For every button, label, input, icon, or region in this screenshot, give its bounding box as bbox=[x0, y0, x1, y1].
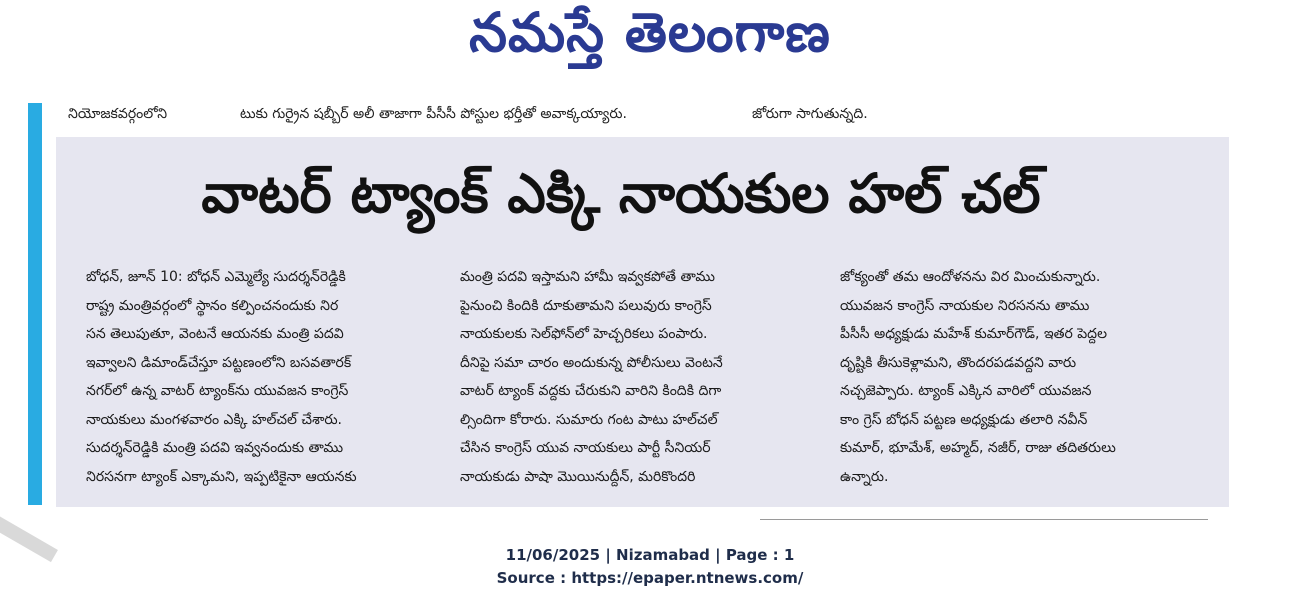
article-column-3 bbox=[840, 263, 1195, 491]
article-line: నిరసనగా ట్యాంక్ ఎక్కామని, ఇప్పటికైనా ఆయనకు bbox=[86, 468, 357, 485]
strip-text-middle: టుకు గుర్రైన షబ్బీర్ అలీ తాజాగా పీసీసీ పోస్టుల భర్తీతో అవాక్కయ్యారు. bbox=[240, 106, 627, 122]
article-line: వాటర్ ట్యాంక్ వద్దకు చేరుకుని వారిని కిందికి దిగా bbox=[460, 383, 722, 399]
article-line: రాష్ట్ర మంత్రివర్గంలో స్థానం కల్పించనందుకు నిర bbox=[86, 297, 339, 314]
article-line: దృష్టికి తీసుకెళ్లామని, తొందరపడవద్దని వారు bbox=[840, 354, 1077, 371]
accent-bar bbox=[28, 103, 42, 505]
article-line: బోధన్, జూన్ 10: బోధన్ ఎమ్మెల్యే సుదర్శన్‌రెడ్డికి bbox=[86, 269, 346, 285]
previous-article-strip bbox=[68, 103, 1208, 125]
footer-edition-info: 11/06/2025 | Nizamabad | Page : 1 bbox=[505, 546, 795, 564]
article-line: ఇవ్వాలని డిమాండ్‌చేస్తూ పట్టణంలోని బసవతారక్ bbox=[86, 354, 352, 371]
article-line: నాయకులకు సెల్‌ఫోన్‌లో హెచ్చరికలు పంపారు. bbox=[460, 326, 708, 342]
article-line: ల్సిందిగా కోరారు. సుమారు గంట పాటు హల్‌చల్ bbox=[460, 411, 718, 428]
article-line: కాం గ్రెస్ బోధన్ పట్టణ అధ్యక్షుడు తలారి నవీన్ bbox=[840, 411, 1088, 428]
article-line: జోక్యంతో తమ ఆందోళనను విర మించుకున్నారు. bbox=[840, 269, 1101, 285]
article-line: యువజన కాంగ్రెస్ నాయకుల నిరసనను తాము bbox=[840, 297, 1090, 314]
article-line: నాయకులు మంగళవారం ఎక్కి హల్‌చల్ చేశారు. bbox=[86, 411, 343, 428]
page-footer bbox=[0, 544, 1300, 590]
article-column-2 bbox=[460, 263, 815, 491]
strip-text-left: నియోజకవర్గంలోని bbox=[68, 106, 168, 122]
article-line: పైనుంచి కిందికి దూకుతామని పలువురు కాంగ్రెస్ bbox=[460, 297, 712, 314]
article-line: నాయకుడు పాషా మొయినుద్దీన్, మరికొందరి bbox=[460, 468, 696, 485]
divider bbox=[760, 519, 1208, 520]
article-line: సన తెలుపుతూ, వెంటనే ఆయనకు మంత్రి పదవి bbox=[86, 326, 344, 342]
article-line: నచ్చజెప్పారు. ట్యాంక్ ఎక్కిన వారిలో యువజన bbox=[840, 383, 1092, 399]
strip-text-right: జోరుగా సాగుతున్నది. bbox=[752, 106, 868, 122]
footer-source-link[interactable]: Source : https://epaper.ntnews.com/ bbox=[496, 569, 804, 587]
article-line: సుదర్శన్‌రెడ్డికి మంత్రి పదవి ఇవ్వనందుకు తాము bbox=[86, 440, 344, 456]
article-line: ఉన్నారు. bbox=[840, 468, 889, 485]
article-line: దీనిపై సమా చారం అందుకున్న పోలీసులు వెంటనే bbox=[460, 354, 723, 371]
article-line: చేసిన కాంగ్రెస్ యువ నాయకులు పార్టీ సీనియర్ bbox=[460, 440, 711, 456]
article-line: పీసీసీ అధ్యక్షుడు మహేశ్ కుమార్‌గౌడ్, ఇతర పెద్దల bbox=[840, 326, 1107, 342]
article-line: మంత్రి పదవి ఇస్తామని హామీ ఇవ్వకపోతే తాము bbox=[460, 269, 716, 285]
article-line: కుమార్, భూమేశ్, అహ్మద్, నజీర్, రాజు తదితరులు bbox=[840, 440, 1116, 456]
article-line: నగర్‌లో ఉన్న వాటర్ ట్యాంక్‌ను యువజన కాంగ్రెస్ bbox=[86, 383, 349, 399]
article-headline: వాటర్ ట్యాంక్ ఎక్కి నాయకుల హల్ చల్ bbox=[201, 161, 1041, 225]
newspaper-masthead: నమస్తే తెలంగాణ bbox=[469, 0, 831, 64]
article-column-1 bbox=[86, 263, 436, 491]
